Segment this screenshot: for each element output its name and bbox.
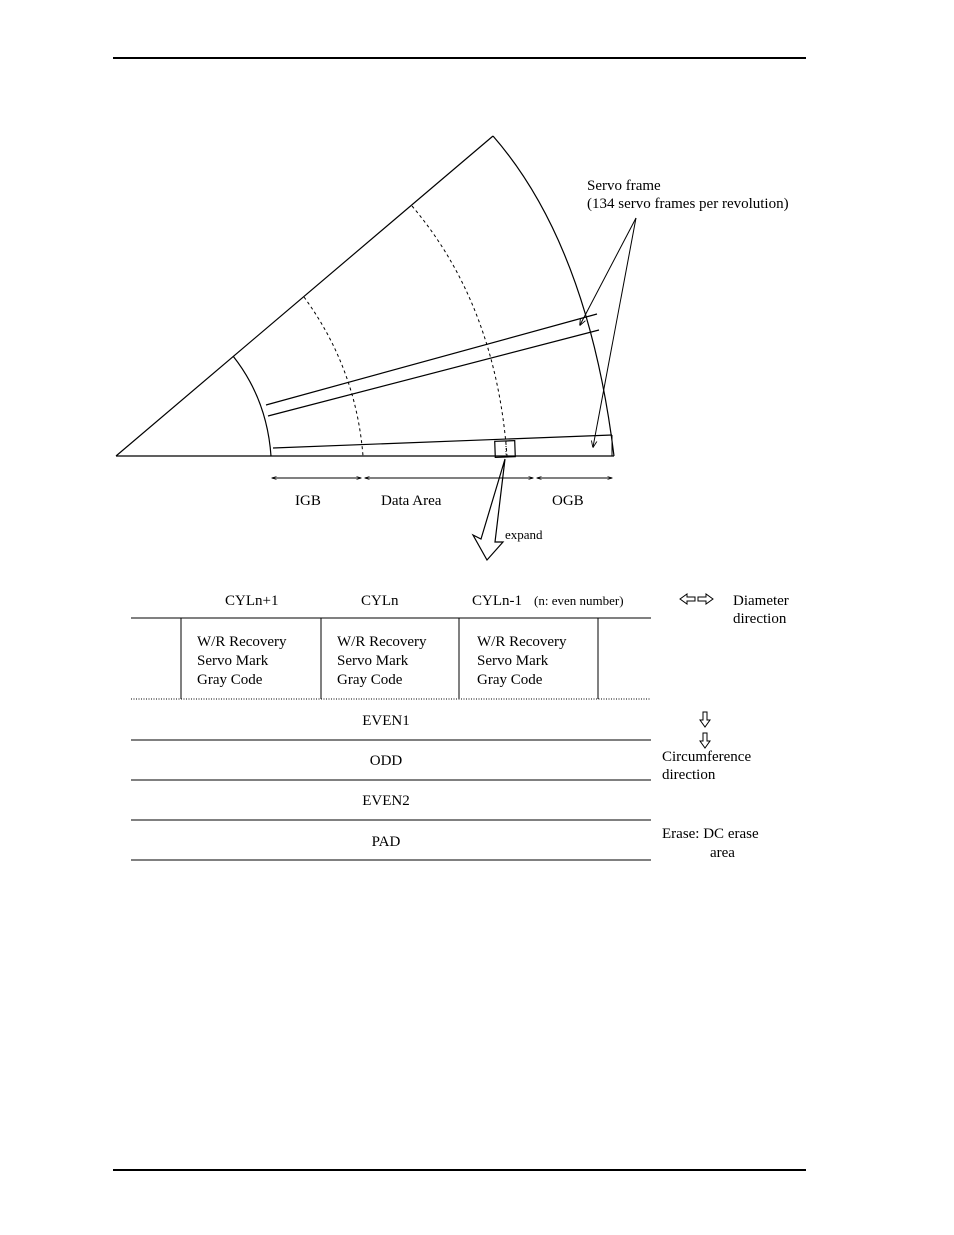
cell-cyl3-field-1: W/R Recovery — [477, 634, 567, 650]
ogb-boundary-arc — [412, 206, 507, 456]
row-even2: EVEN2 — [362, 793, 410, 809]
servo-callout-arrow-1 — [580, 218, 636, 325]
inner-arc — [233, 356, 271, 456]
row-odd: ODD — [369, 753, 403, 769]
ogb-label: OGB — [552, 493, 584, 509]
diameter-arrows-icon — [680, 594, 713, 604]
circumference-label-1: Circumference — [662, 749, 752, 765]
erase-label-1: Erase: DC erase — [662, 826, 759, 842]
data-area-label: Data Area — [381, 493, 442, 509]
cell-cyl1-field-3: Gray Code — [197, 672, 263, 688]
cell-cyl3-field-3: Gray Code — [477, 672, 543, 688]
circumference-label-2: direction — [662, 767, 716, 783]
diameter-label-1: Diameter — [733, 593, 789, 609]
cell-cyl2-field-2: Servo Mark — [337, 653, 409, 669]
servo-frame-lower — [273, 435, 612, 456]
servo-frame-upper — [266, 314, 599, 416]
expand-region-box — [495, 441, 516, 458]
disk-sector — [116, 136, 614, 456]
cell-cyl2-field-3: Gray Code — [337, 672, 403, 688]
servo-callout-arrow-2 — [593, 218, 636, 447]
cylinder-note: (n: even number) — [534, 593, 624, 608]
diameter-label-2: direction — [733, 611, 787, 627]
cell-cyl3-field-2: Servo Mark — [477, 653, 549, 669]
igb-label: IGB — [295, 493, 321, 509]
erase-label-2: area — [710, 845, 735, 861]
cell-cyl1-field-2: Servo Mark — [197, 653, 269, 669]
igb-boundary-arc — [304, 297, 363, 456]
expand-arrow-icon — [473, 459, 505, 560]
cell-cyl1-field-1: W/R Recovery — [197, 634, 287, 650]
servo-frame-label: Servo frame — [587, 178, 661, 194]
legend — [662, 593, 789, 861]
cell-cyl2-field-1: W/R Recovery — [337, 634, 427, 650]
servo-frame-note: (134 servo frames per revolution) — [587, 196, 789, 212]
cylinder-header-2: CYLn — [361, 593, 399, 609]
sector-upper-edge — [116, 136, 493, 456]
circumference-arrows-icon — [700, 712, 710, 748]
cylinder-header-3: CYLn-1 — [472, 593, 522, 609]
row-even1: EVEN1 — [362, 713, 410, 729]
row-pad: PAD — [371, 834, 401, 850]
cylinder-header-1: CYLn+1 — [225, 593, 279, 609]
frame-table — [131, 593, 651, 860]
expand-label: expand — [505, 527, 543, 542]
